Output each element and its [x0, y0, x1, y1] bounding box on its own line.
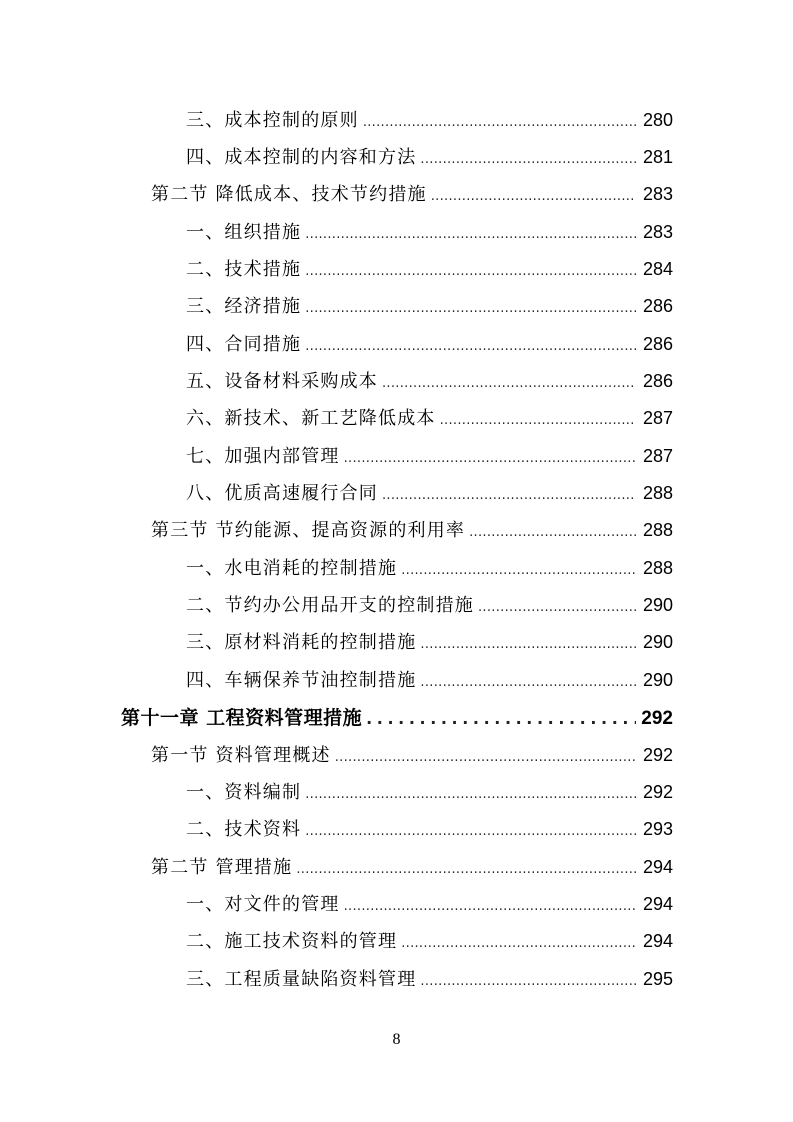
toc-entry-page: 292: [642, 781, 673, 802]
toc-entry-line: [186, 591, 673, 617]
toc-entry-line: [186, 367, 673, 393]
toc-entry-line: [186, 666, 673, 692]
toc-dot-leader: [440, 413, 636, 428]
toc-entry-title: 第二节 管理措施: [151, 856, 293, 878]
toc-entry-page: 294: [642, 856, 673, 877]
toc-entry-line: [186, 404, 673, 430]
toc-entry-line: [151, 516, 673, 542]
toc-entry-line: [186, 479, 673, 505]
toc-dot-leader: [366, 709, 636, 728]
toc-entry-title: 六、新技术、新工艺降低成本: [186, 408, 436, 430]
toc-entry-title: 第二节 降低成本、技术节约措施: [151, 184, 427, 206]
toc-subsection-entry[interactable]: [0, 473, 793, 510]
toc-entry-page: 290: [642, 632, 673, 653]
toc-subsection-entry[interactable]: [0, 959, 793, 996]
toc-entry-title: 一、资料编制: [186, 781, 302, 803]
toc-entry-line: [186, 106, 673, 132]
toc-entry-page: 287: [642, 445, 673, 466]
toc-entry-page: 287: [642, 408, 673, 429]
toc-entry-page: 280: [642, 109, 673, 130]
toc-subsection-entry[interactable]: [0, 324, 793, 361]
toc-entry-title: 三、成本控制的原则: [186, 109, 359, 131]
toc-dot-leader: [420, 974, 636, 989]
toc-entry-line: [186, 442, 673, 468]
page-number: 8: [392, 1031, 401, 1048]
toc-entry-line: [186, 255, 673, 281]
toc-subsection-entry[interactable]: [0, 548, 793, 585]
toc-dot-leader: [296, 862, 636, 877]
toc-dot-leader: [382, 488, 636, 503]
toc-entry-page: 292: [642, 744, 673, 765]
toc-dot-leader: [401, 936, 636, 951]
toc-entry-line: [186, 778, 673, 804]
toc-entry-page: 288: [642, 557, 673, 578]
toc-entry-title: 一、组织措施: [186, 221, 302, 243]
toc-entry-title: 八、优质高速履行合同: [186, 483, 378, 505]
table-of-contents: [0, 100, 793, 996]
toc-subsection-entry[interactable]: [0, 399, 793, 436]
toc-entry-page: 281: [642, 147, 673, 168]
toc-entry-title: 第一节 资料管理概述: [151, 744, 331, 766]
toc-entry-title: 一、水电消耗的控制措施: [186, 557, 398, 579]
toc-entry-line: [186, 628, 673, 654]
toc-entry-title: 二、节约办公用品开支的控制措施: [186, 595, 474, 617]
toc-subsection-entry[interactable]: [0, 249, 793, 286]
toc-entry-line: [151, 180, 673, 206]
toc-entry-title: 三、工程质量缺陷资料管理: [186, 968, 417, 990]
toc-section-entry[interactable]: [0, 735, 793, 772]
toc-subsection-entry[interactable]: [0, 287, 793, 324]
toc-section-entry[interactable]: [0, 847, 793, 884]
toc-entry-line: [151, 853, 673, 879]
toc-subsection-entry[interactable]: [0, 660, 793, 697]
toc-entry-page: 288: [642, 483, 673, 504]
toc-entry-line: [186, 815, 673, 841]
toc-dot-leader: [363, 115, 636, 130]
toc-section-entry[interactable]: [0, 511, 793, 548]
toc-entry-page: 292: [641, 707, 673, 729]
toc-subsection-entry[interactable]: [0, 810, 793, 847]
toc-dot-leader: [420, 637, 636, 652]
toc-entry-title: 二、施工技术资料的管理: [186, 931, 398, 953]
toc-entry-line: [186, 292, 673, 318]
toc-dot-leader: [305, 824, 636, 839]
toc-entry-page: 286: [642, 296, 673, 317]
toc-entry-title: 四、合同措施: [186, 333, 302, 355]
toc-entry-title: 三、经济措施: [186, 296, 302, 318]
toc-subsection-entry[interactable]: [0, 623, 793, 660]
toc-dot-leader: [305, 264, 636, 279]
toc-dot-leader: [469, 525, 636, 540]
toc-entry-page: 288: [642, 520, 673, 541]
toc-entry-line: [186, 927, 673, 953]
toc-dot-leader: [420, 152, 636, 167]
toc-dot-leader: [344, 899, 636, 914]
toc-entry-title: 二、技术措施: [186, 259, 302, 281]
toc-chapter-entry[interactable]: [0, 698, 793, 735]
toc-entry-page: 283: [642, 184, 673, 205]
toc-entry-title: 二、技术资料: [186, 819, 302, 841]
toc-subsection-entry[interactable]: [0, 772, 793, 809]
toc-entry-page: 286: [642, 333, 673, 354]
toc-entry-page: 293: [642, 819, 673, 840]
toc-dot-leader: [382, 376, 636, 391]
toc-entry-page: 290: [642, 595, 673, 616]
toc-entry-title: 三、原材料消耗的控制措施: [186, 632, 417, 654]
toc-subsection-entry[interactable]: [0, 137, 793, 174]
toc-subsection-entry[interactable]: [0, 884, 793, 921]
toc-dot-leader: [335, 750, 636, 765]
toc-entry-page: 294: [642, 893, 673, 914]
toc-entry-line: [186, 890, 673, 916]
toc-dot-leader: [344, 451, 636, 466]
toc-dot-leader: [305, 339, 636, 354]
toc-subsection-entry[interactable]: [0, 361, 793, 398]
toc-section-entry[interactable]: [0, 175, 793, 212]
toc-dot-leader: [420, 675, 636, 690]
toc-entry-page: 295: [642, 968, 673, 989]
toc-subsection-entry[interactable]: [0, 585, 793, 622]
toc-subsection-entry[interactable]: [0, 922, 793, 959]
toc-dot-leader: [305, 301, 636, 316]
toc-entry-page: 283: [642, 221, 673, 242]
toc-entry-page: 284: [642, 259, 673, 280]
toc-entry-title: 四、车辆保养节油控制措施: [186, 669, 417, 691]
toc-dot-leader: [478, 600, 636, 615]
toc-entry-line: [186, 143, 673, 169]
toc-entry-title: 一、对文件的管理: [186, 893, 340, 915]
toc-entry-title: 七、加强内部管理: [186, 445, 340, 467]
toc-dot-leader: [431, 189, 636, 204]
toc-subsection-entry[interactable]: [0, 100, 793, 137]
toc-dot-leader: [401, 563, 636, 578]
toc-entry-line: [186, 554, 673, 580]
toc-entry-page: 286: [642, 371, 673, 392]
toc-entry-line: [186, 330, 673, 356]
toc-entry-line: [151, 741, 673, 767]
toc-entry-line: [121, 703, 673, 730]
toc-entry-line: [186, 965, 673, 991]
toc-entry-title: 四、成本控制的内容和方法: [186, 147, 417, 169]
toc-entry-title: 第三节 节约能源、提高资源的利用率: [151, 520, 466, 542]
toc-entry-page: 294: [642, 931, 673, 952]
toc-entry-page: 290: [642, 669, 673, 690]
toc-entry-line: [186, 218, 673, 244]
toc-dot-leader: [305, 787, 636, 802]
toc-dot-leader: [305, 227, 636, 242]
toc-subsection-entry[interactable]: [0, 212, 793, 249]
toc-subsection-entry[interactable]: [0, 436, 793, 473]
toc-entry-title: 第十一章 工程资料管理措施: [121, 706, 363, 729]
toc-entry-title: 五、设备材料采购成本: [186, 371, 378, 393]
